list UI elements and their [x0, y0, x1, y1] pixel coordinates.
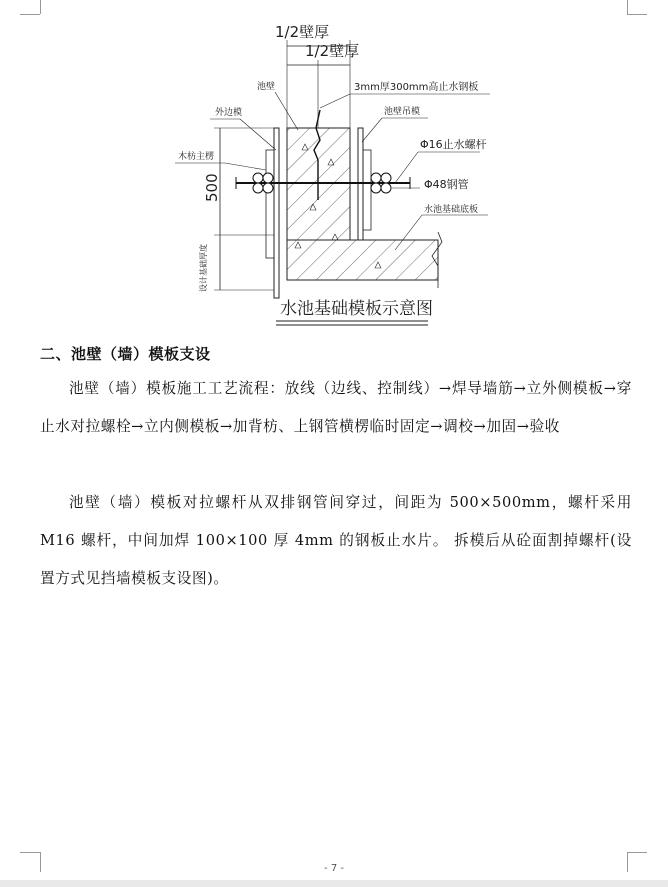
- label-pool-wall: 池壁: [257, 82, 276, 92]
- label-timber: 木枋主楞: [178, 152, 215, 162]
- crop-mark: [40, 0, 41, 14]
- label-hanging-form: 池壁吊模: [384, 107, 421, 117]
- paragraph-bolts: 池壁（墙）模板对拉螺杆从双排钢管间穿过，间距为 500×500mm，螺杆采用M16 螺杆，中间加焊 100×100 厚 4mm 的钢板止水片。 拆模后从砼面割掉螺杆(设置方式见挡墙模板支设图)。: [40, 494, 632, 587]
- label-steel-plate: 3mm厚300mm高止水钢板: [354, 82, 479, 93]
- label-pipe: Φ48钢管: [424, 178, 469, 191]
- base-slab-section: [287, 240, 438, 280]
- crop-mark: [627, 852, 647, 853]
- label-design-thickness: 设计基础厚度: [199, 244, 208, 292]
- dim-500: 500: [203, 173, 221, 202]
- label-bolt: Φ16止水螺杆: [420, 138, 487, 151]
- label-base-slab: 水池基础底板: [424, 205, 479, 215]
- dim-half-wall-1: 1/2壁厚: [275, 23, 330, 41]
- crop-mark: [627, 14, 647, 15]
- dim-half-wall-2: 1/2壁厚: [305, 42, 360, 60]
- label-outer-form: 外边模: [215, 108, 243, 118]
- crop-mark: [20, 14, 40, 15]
- pipe-right-1: [371, 173, 381, 183]
- bottom-bar: [0, 880, 668, 887]
- page-number: - 7 -: [324, 863, 344, 874]
- formwork-diagram: [170, 10, 500, 330]
- section-heading: 二、池壁（墙）模板支设: [40, 345, 211, 363]
- diagram-title: 水池基础模板示意图: [280, 299, 433, 319]
- crop-mark: [627, 0, 628, 14]
- pipe-left-1: [253, 173, 263, 183]
- outer-form: [274, 128, 279, 298]
- crop-mark: [20, 852, 40, 853]
- paragraph-process: 池壁（墙）模板施工工艺流程：放线（边线、控制线）→焊导墙筋→立外侧模板→穿止水对拉螺栓→立内侧模板→加背枋、上钢管横楞临时固定→调校→加固→验收: [40, 380, 632, 435]
